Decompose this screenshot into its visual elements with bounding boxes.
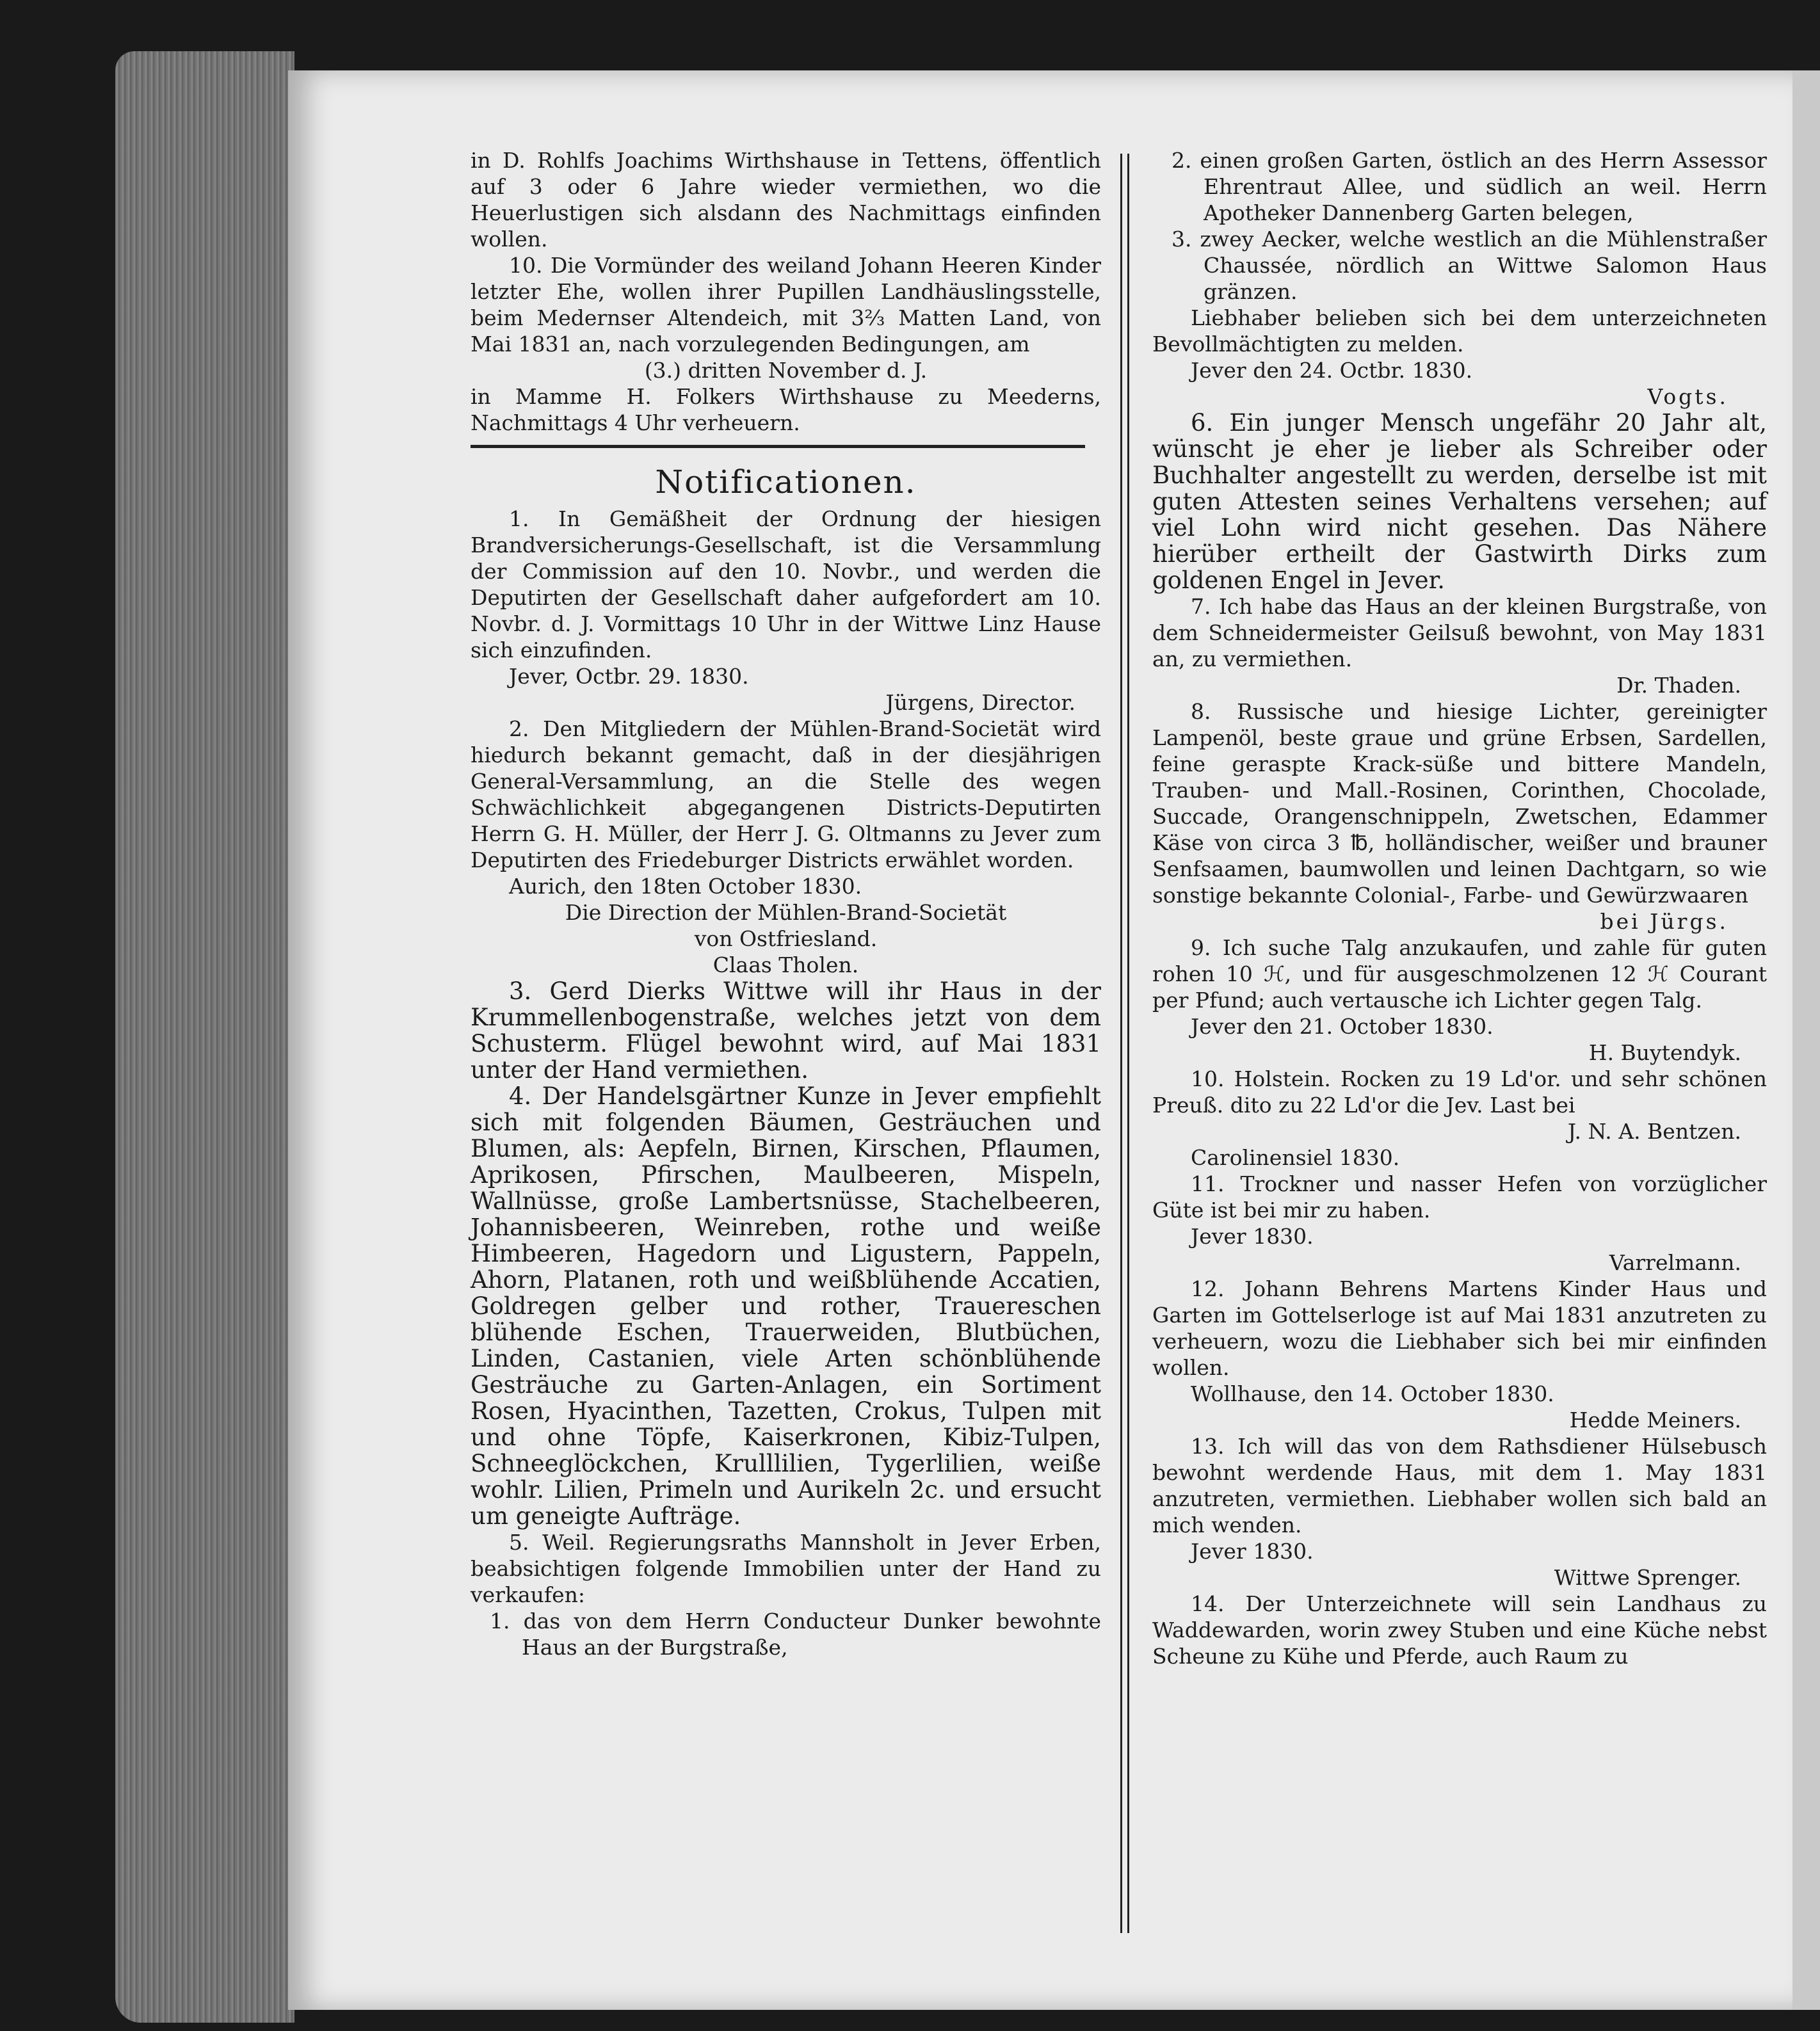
notification-10-place: Carolinensiel 1830.	[1191, 1145, 1400, 1170]
notification-9: 9. Ich suche Talg anzukaufen, und zahle für guten rohen 10 ℋ, und für ausgeschmolzenen 12 ℋ Courant per Pfund; auch vertausche ich Lichter gegen Talg.	[1152, 935, 1767, 1013]
notification-10-signature: J. N. A. Bentzen.	[1567, 1119, 1741, 1144]
notice-10-date: (3.) dritten November d. J.	[644, 358, 928, 383]
notification-5-signature: Vogts.	[1647, 384, 1728, 409]
section-rule	[471, 445, 1085, 448]
notification-5: 5. Weil. Regierungsraths Mannsholt in Jever Erben, beabsichtigen folgende Immobilien unter der Hand zu verkaufen:	[471, 1530, 1101, 1607]
book-page	[288, 70, 1792, 2010]
notification-9-signature: H. Buytendyk.	[1588, 1040, 1741, 1065]
paragraph-9-continuation: in D. Rohlfs Joachims Wirthshause in Tettens, öffentlich auf 3 oder 6 Jahre wieder vermiethen, wo die Heuerlustigen sich alsdann des Nachmittags einfinden wollen.	[471, 148, 1101, 252]
notification-5-item-1: 1. das von dem Herrn Conducteur Dunker bewohnte Haus an der Burgstraße,	[490, 1609, 1101, 1660]
notification-10: 10. Holstein. Rocken zu 19 Ld'or. und sehr schönen Preuß. dito zu 22 Ld'or die Jev. Last bei	[1152, 1066, 1767, 1118]
notification-13: 13. Ich will das von dem Rathsdiener Hülsebusch bewohnt werdende Haus, mit dem 1. May 1831 anzutreten, vermiethen. Liebhaber wollen sich bald an mich wenden.	[1152, 1434, 1767, 1537]
notification-1-place: Jever, Octbr. 29. 1830.	[509, 664, 749, 689]
notification-8: 8. Russische und hiesige Lichter, gereinigter Lampenöl, beste graue und grüne Erbsen, Sardellen, feine geraspte Krack-süße und bittere Mandeln, Trauben- und Mall.-Rosinen, Corinthen, Chocolade, Succade, Orangenschnippeln, Zwetschen, Edammer Käse von circa 3 ℔, holländischer, weißer und brauner Senfsaamen, baumwollen und leinen Dachtgarn, so wie sonstige bekannte Colonial-, Farbe- und Gewürzwaaren	[1152, 699, 1767, 908]
notification-12-signature: Hedde Meiners.	[1569, 1408, 1741, 1433]
notification-14: 14. Der Unterzeichnete will sein Landhaus zu Waddewarden, worin zwey Stuben und eine Küche nebst Scheune zu Kühe und Pferde, auch Raum zu	[1152, 1591, 1767, 1669]
left-column	[471, 147, 1101, 1660]
notification-12-place: Wollhause, den 14. October 1830.	[1191, 1381, 1554, 1406]
notice-10: 10. Die Vormünder des weiland Johann Heeren Kinder letzter Ehe, wollen ihrer Pupillen Landhäuslingsstelle, beim Medernser Altendeich, mit 3⅔ Matten Land, von Mai 1831 an, nach vorzulegenden Bedingungen, am	[471, 253, 1101, 357]
notification-8-signature: bei Jürgs.	[1600, 909, 1728, 934]
notification-1-signature: Jürgens, Director.	[885, 690, 1075, 715]
column-divider	[1120, 154, 1129, 1933]
notification-11-place: Jever 1830.	[1191, 1224, 1314, 1249]
notification-2-direction-region: von Ostfriesland.	[694, 926, 878, 951]
notification-5-item-2: 2. einen großen Garten, östlich an des Herrn Assessor Ehrentraut Allee, und südlich an weil. Herrn Apotheker Dannenberg Garten belegen,	[1172, 148, 1767, 225]
notification-2: 2. Den Mitgliedern der Mühlen-Brand-Societät wird hiedurch bekannt gemacht, daß in der diesjährigen General-Versammlung, an die Stelle des wegen Schwächlichkeit abgegangenen Districts-Deputirten Herrn G. H. Müller, der Herr J. G. Oltmanns zu Jever zum Deputirten des Friedeburger Districts erwählet worden.	[471, 716, 1101, 872]
notification-5-place: Jever den 24. Octbr. 1830.	[1191, 358, 1473, 383]
notification-6: 6. Ein junger Mensch ungefähr 20 Jahr alt, wünscht je eher je lieber als Schreiber oder Buchhalter angestellt zu werden, derselbe ist mit guten Attesten seines Verhaltens versehen; auf viel Lohn wird nicht gesehen. Das Nähere hierüber ertheilt der Gastwirth Dirks zum goldenen Engel in Jever.	[1152, 409, 1767, 594]
book-page-edges	[115, 51, 294, 2023]
notification-5-item-3: 3. zwey Aecker, welche westlich an die Mühlenstraßer Chaussée, nördlich an Wittwe Salomon Haus gränzen.	[1172, 227, 1767, 304]
notification-12: 12. Johann Behrens Martens Kinder Haus und Garten im Gottelserloge ist auf Mai 1831 anzutreten zu verheuern, wozu die Liebhaber sich bei mir einfinden wollen.	[1152, 1276, 1767, 1380]
next-page-edge	[1792, 70, 1820, 2010]
notification-11: 11. Trockner und nasser Hefen von vorzüglicher Güte ist bei mir zu haben.	[1152, 1171, 1767, 1223]
notification-7: 7. Ich habe das Haus an der kleinen Burgstraße, von dem Schneidermeister Geilsuß bewohnt, von May 1831 an, zu vermiethen.	[1152, 594, 1767, 671]
notification-9-place: Jever den 21. October 1830.	[1191, 1014, 1494, 1039]
notification-2-place: Aurich, den 18ten October 1830.	[509, 874, 862, 899]
section-heading: Notificationen.	[655, 463, 917, 501]
notification-1: 1. In Gemäßheit der Ordnung der hiesigen Brandversicherungs-Gesellschaft, ist die Versammlung der Commission auf den 10. Novbr., und werden die Deputirten der Gesellschaft daher aufgefordert am 10. Novbr. d. J. Vormittags 10 Uhr in der Wittwe Linz Hause sich einzufinden.	[471, 506, 1101, 662]
notice-10-end: in Mamme H. Folkers Wirthshause zu Meederns, Nachmittags 4 Uhr verheuern.	[471, 384, 1101, 435]
notification-3: 3. Gerd Dierks Wittwe will ihr Haus in der Krummellenbogenstraße, welches jetzt von dem Schusterm. Flügel bewohnt wird, auf Mai 1831 unter der Hand vermiethen.	[471, 977, 1101, 1084]
notification-4: 4. Der Handelsgärtner Kunze in Jever empfiehlt sich mit folgenden Bäumen, Gesträuchen und Blumen, als: Aepfeln, Birnen, Kirschen, Pflaumen, Aprikosen, Pfirschen, Maulbeeren, Mispeln, Wallnüsse, große Lambertsnüsse, Stachelbeeren, Johannisbeeren, Weinreben, rothe und weiße Himbeeren, Hagedorn und Ligustern, Pappeln, Ahorn, Platanen, roth und weißblühende Accatien, Goldregen gelber und rother, Trauereschen blühende Eschen, Trauerweiden, Blutbüchen, Linden, Castanien, viele Arten schönblühende Gesträuche zu Garten-Anlagen, ein Sortiment Rosen, Hyacinthen, Tazetten, Crokus, Tulpen mit und ohne Töpfe, Kaiserkronen, Kibiz-Tulpen, Schneeglöckchen, Krulllilien, Tygerlilien, weiße wohlr. Lilien, Primeln und Aurikeln 2c. und ersucht um geneigte Aufträge.	[471, 1082, 1101, 1530]
right-column	[1152, 147, 1767, 1669]
notification-11-signature: Varrelmann.	[1609, 1250, 1741, 1275]
notification-13-signature: Wittwe Sprenger.	[1554, 1565, 1741, 1590]
notification-13-place: Jever 1830.	[1191, 1539, 1314, 1564]
notification-5-note: Liebhaber belieben sich bei dem unterzeichneten Bevollmächtigten zu melden.	[1152, 305, 1767, 357]
notification-2-direction: Die Direction der Mühlen-Brand-Societät	[565, 900, 1007, 925]
notification-2-signature: Claas Tholen.	[713, 952, 859, 977]
notification-7-signature: Dr. Thaden.	[1616, 673, 1741, 698]
